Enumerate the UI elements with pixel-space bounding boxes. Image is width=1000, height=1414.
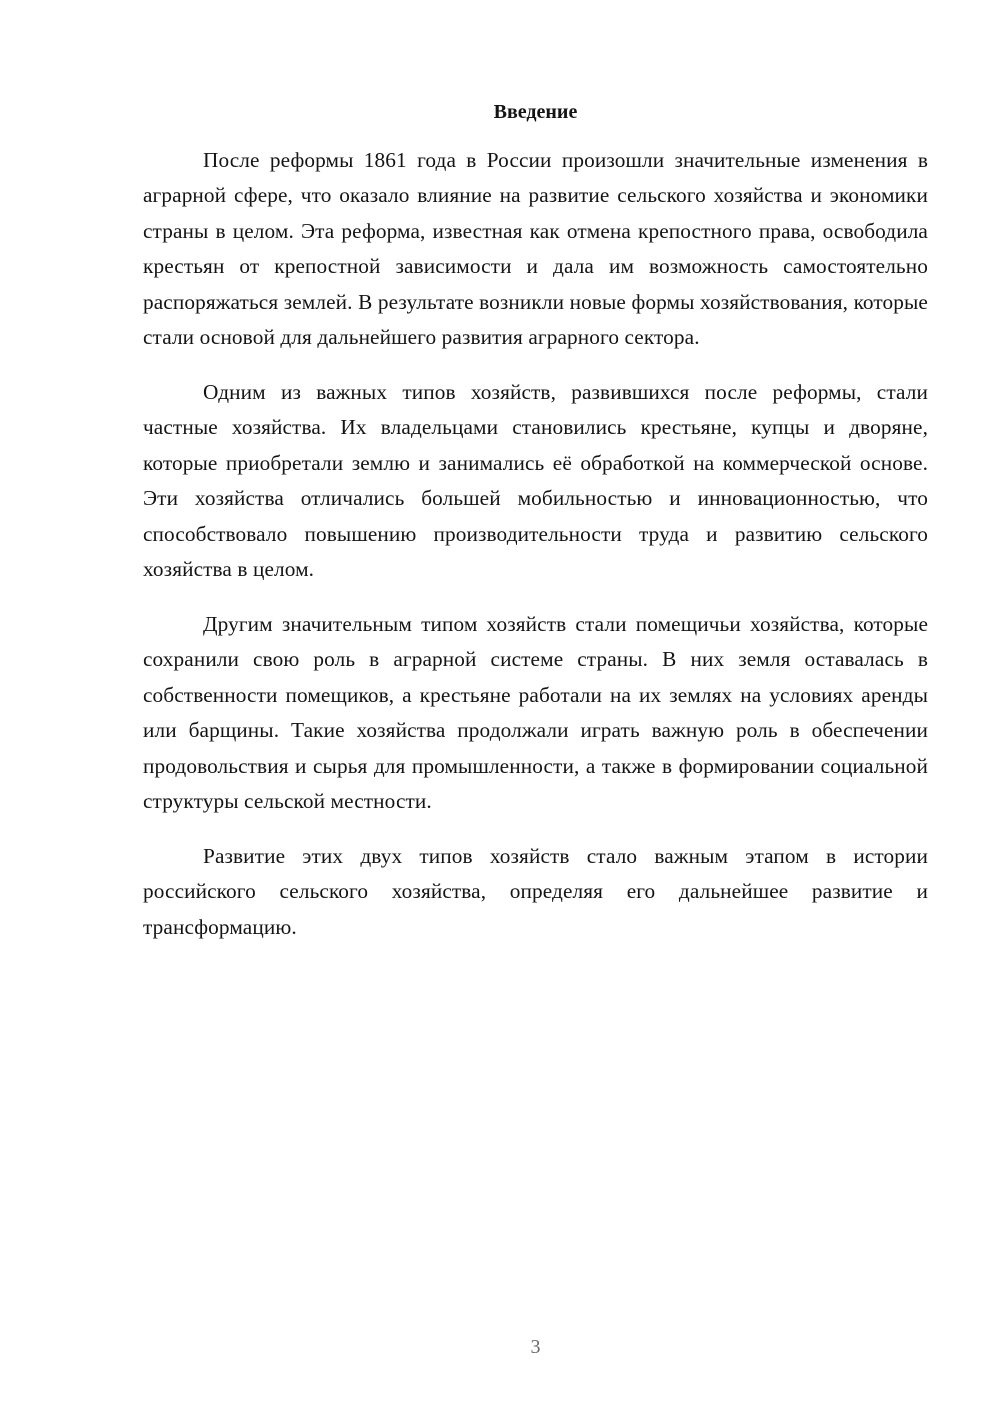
section-heading: Введение <box>493 101 578 123</box>
paragraph-3: Другим значительным типом хозяйств стали помещичьи хозяйства, которые сохранили свою роль в аграрной системе страны. В них земля оставалась в собственности помещиков, а крестьяне работали на их землях на условиях аренды или барщины. Такие хозяйства продолжали играть важную роль в обеспечении продовольствия и сырья для промышленности, а также в формировании социальной структуры сельской местности. <box>143 611 928 813</box>
paragraph-1: После реформы 1861 года в России произошли значительные изменения в аграрной сфере, что оказало влияние на развитие сельского хозяйства и экономики страны в целом. Эта реформа, известная как отмена крепостного права, освободила крестьян от крепостной зависимости и дала им возможность самостоятельно распоряжаться землей. В результате возникли новые формы хозяйствования, которые стали основой для дальнейшего развития аграрного сектора. <box>143 148 928 350</box>
page-number: 3 <box>530 1336 541 1358</box>
paragraph-2: Одним из важных типов хозяйств, развившихся после реформы, стали частные хозяйства. Их владельцами становились крестьяне, купцы и дворяне, которые приобретали землю и занимались её обработкой на коммерческой основе. Эти хозяйства отличались большей мобильностью и инновационностью, что способствовало повышению производительности труда и развитию сельского хозяйства в целом. <box>143 379 928 581</box>
body-text <box>143 143 928 965</box>
paragraph-4: Развитие этих двух типов хозяйств стало важным этапом в истории российского сельского хозяйства, определяя его дальнейшее развитие и трансформацию. <box>143 843 928 939</box>
